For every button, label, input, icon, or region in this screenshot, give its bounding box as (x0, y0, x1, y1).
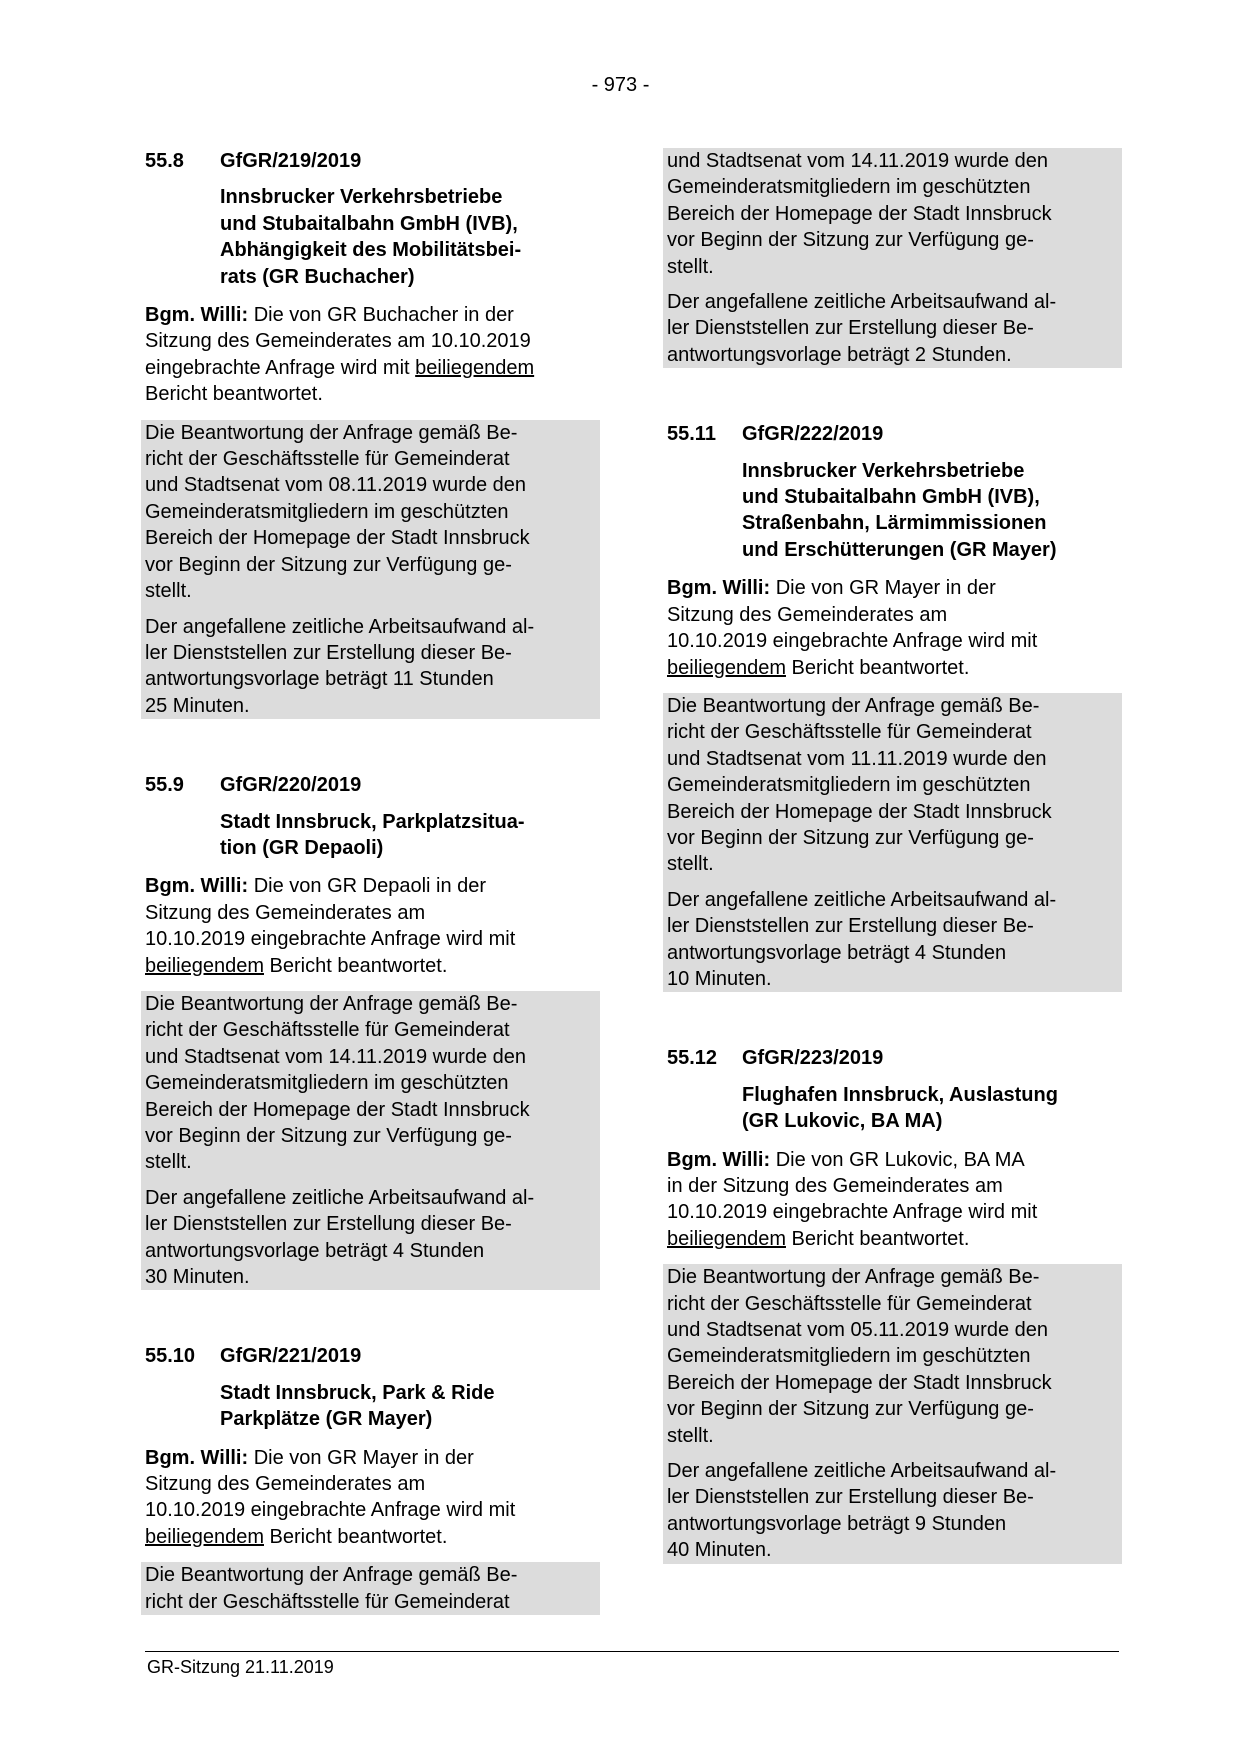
section-title (742, 1082, 1122, 1135)
section-heading (667, 421, 1122, 447)
highlighted-block (141, 1562, 600, 1615)
answer-text: 10.10.2019 eingebrachte Anfrage wird mit (667, 1201, 1038, 1224)
section-code: GfGR/220/2019 (220, 774, 362, 797)
answer-note: und Stadtsenat vom 14.11.2019 wurde den Gemeinderatsmitgliedern im geschützten Bereich der Homepage der Stadt Innsbruck vor Beginn der Sitzung zur Verfügung ge- stellt. (667, 150, 1052, 278)
section-title (220, 809, 600, 862)
page-number: - 973 - (591, 74, 650, 96)
section-code: GfGR/219/2019 (220, 150, 362, 172)
section-title (742, 458, 1122, 564)
section-title (220, 1380, 600, 1433)
section-number: 55.9 (145, 774, 184, 797)
title-line: Flughafen Innsbruck, Auslastung (742, 1083, 1058, 1106)
answer-text: Die von GR Depaoli in der (253, 875, 487, 898)
answer-paragraph (667, 1147, 1122, 1253)
effort-note: Der angefallene zeitliche Arbeitsaufwand al- ler Dienststellen zur Erstellung dieser Be- antwortungsvorlage beträgt 4 Stunden 30 Minuten. (145, 1186, 535, 1289)
footer-divider (145, 1651, 1119, 1652)
speaker: Bgm. Willi: (145, 1446, 249, 1469)
right-column (667, 148, 1122, 1564)
answer-note: Die Beantwortung der Anfrage gemäß Be- richt der Geschäftsstelle für Gemeinderat und Stadtsenat vom 05.11.2019 wurde den Gemeinderatsmitgliedern im geschützten Bereich der Homepage der Stadt Innsbruck vor Beginn der Sitzung zur Verfügung ge- stellt. (667, 1266, 1052, 1447)
answer-text: in der Sitzung des Gemeinderates am (667, 1175, 1003, 1197)
speaker: Bgm. Willi: (667, 577, 771, 600)
attachment-link[interactable]: beiliegendem (145, 1525, 264, 1548)
answer-text: 10.10.2019 eingebrachte Anfrage wird mit (667, 630, 1038, 653)
footer-text: GR-Sitzung 21.11.2019 (147, 1657, 334, 1677)
section-code: GfGR/222/2019 (742, 423, 884, 446)
answer-text: 10.10.2019 eingebrachte Anfrage wird mit (145, 928, 516, 951)
highlighted-block (141, 991, 600, 1290)
title-line: Stadt Innsbruck, Parkplatzsitua- (220, 810, 525, 833)
answer-text: Bericht beantwortet. (785, 656, 970, 679)
section-number: 55.12 (667, 1047, 718, 1070)
answer-text: Die von GR Mayer in der (775, 577, 996, 600)
title-line: rats (GR Buchacher) (220, 265, 415, 288)
answer-text: Sitzung des Gemeinderates am (145, 901, 426, 924)
section-code: GfGR/223/2019 (742, 1047, 884, 1070)
title-line: Stadt Innsbruck, Park & Ride (220, 1381, 495, 1404)
title-line: Straßenbahn, Lärmimmissionen (742, 512, 1047, 535)
answer-text: Sitzung des Gemeinderates am (667, 603, 948, 626)
answer-note: Die Beantwortung der Anfrage gemäß Be- richt der Geschäftsstelle für Gemeinderat (145, 1564, 518, 1613)
effort-note: Der angefallene zeitliche Arbeitsaufwand al- ler Dienststellen zur Erstellung dieser Be- antwortungsvorlage beträgt 9 Stunden 40 Minuten. (667, 1460, 1057, 1562)
effort-note: Der angefallene zeitliche Arbeitsaufwand al- ler Dienststellen zur Erstellung dieser Be- antwortungsvorlage beträgt 2 Stunden. (667, 291, 1057, 366)
left-column (145, 148, 600, 1615)
answer-note: Die Beantwortung der Anfrage gemäß Be- richt der Geschäftsstelle für Gemeinderat und Stadtsenat vom 11.11.2019 wurde den Gemeinderatsmitgliedern im geschützten Bereich der Homepage der Stadt Innsbruck vor Beginn der Sitzung zur Verfügung ge- stellt. (667, 694, 1052, 876)
answer-paragraph (145, 873, 600, 979)
answer-text: eingebrachte Anfrage wird mit (145, 356, 416, 379)
answer-text: Die von GR Lukovic, BA MA (775, 1148, 1025, 1171)
answer-text: Sitzung des Gemeinderates am (145, 1473, 426, 1496)
answer-text: Bericht beantwortet. (145, 383, 323, 406)
answer-note: Die Beantwortung der Anfrage gemäß Be- richt der Geschäftsstelle für Gemeinderat und Stadtsenat vom 14.11.2019 wurde den Gemeinderatsmitgliedern im geschützten Bereich der Homepage der Stadt Innsbruck vor Beginn der Sitzung zur Verfügung ge- stellt. (145, 992, 530, 1174)
title-line: Innsbrucker Verkehrsbetriebe (220, 186, 503, 209)
title-line: und Erschütterungen (GR Mayer) (742, 538, 1057, 561)
answer-text: Die von GR Buchacher in der (253, 304, 514, 327)
title-line: und Stubaitalbahn GmbH (IVB), (742, 486, 1040, 509)
attachment-link[interactable]: beiliegendem (415, 356, 535, 379)
answer-note: Die Beantwortung der Anfrage gemäß Be- richt der Geschäftsstelle für Gemeinderat und Stadtsenat vom 08.11.2019 wurde den Gemeinderatsmitgliedern im geschützten Bereich der Homepage der Stadt Innsbruck vor Beginn der Sitzung zur Verfügung ge- stellt. (145, 421, 530, 603)
section-heading (145, 772, 600, 798)
section-title (220, 184, 600, 290)
section-number: 55.8 (145, 150, 184, 172)
answer-text: Die von GR Mayer in der (253, 1446, 474, 1469)
attachment-link[interactable]: beiliegendem (667, 656, 786, 679)
title-line: (GR Lukovic, BA MA) (742, 1110, 943, 1133)
answer-text: Bericht beantwortet. (263, 1525, 448, 1548)
highlighted-block (663, 693, 1122, 992)
title-line: Parkplätze (GR Mayer) (220, 1408, 433, 1431)
attachment-link[interactable]: beiliegendem (145, 954, 264, 977)
answer-paragraph (145, 302, 600, 408)
section-number: 55.11 (667, 423, 716, 446)
attachment-link[interactable]: beiliegendem (667, 1227, 786, 1250)
answer-paragraph (667, 575, 1122, 681)
highlighted-block (141, 420, 600, 719)
speaker: Bgm. Willi: (145, 875, 249, 898)
highlighted-block (663, 148, 1122, 368)
section-number: 55.10 (145, 1345, 196, 1368)
title-line: und Stubaitalbahn GmbH (IVB), (220, 212, 518, 235)
answer-text: Sitzung des Gemeinderates am 10.10.2019 (145, 330, 531, 353)
effort-note: Der angefallene zeitliche Arbeitsaufwand al- ler Dienststellen zur Erstellung dieser Be- antwortungsvorlage beträgt 4 Stunden 10 Minuten. (667, 888, 1057, 990)
section-heading (145, 1343, 600, 1369)
answer-text: Bericht beantwortet. (263, 954, 448, 977)
answer-text: 10.10.2019 eingebrachte Anfrage wird mit (145, 1499, 516, 1522)
section-code: GfGR/221/2019 (220, 1345, 362, 1368)
section-heading (145, 148, 600, 174)
highlighted-block (663, 1264, 1122, 1563)
answer-paragraph (145, 1445, 600, 1551)
speaker: Bgm. Willi: (667, 1148, 771, 1171)
speaker: Bgm. Willi: (145, 304, 249, 327)
section-heading (667, 1045, 1122, 1071)
title-line: tion (GR Depaoli) (220, 836, 384, 859)
title-line: Abhängigkeit des Mobilitätsbei- (220, 239, 522, 262)
title-line: Innsbrucker Verkehrsbetriebe (742, 459, 1025, 482)
answer-text: Bericht beantwortet. (785, 1227, 970, 1250)
effort-note: Der angefallene zeitliche Arbeitsaufwand al- ler Dienststellen zur Erstellung dieser Be- antwortungsvorlage beträgt 11 Stunden 25 Minuten. (145, 615, 535, 717)
